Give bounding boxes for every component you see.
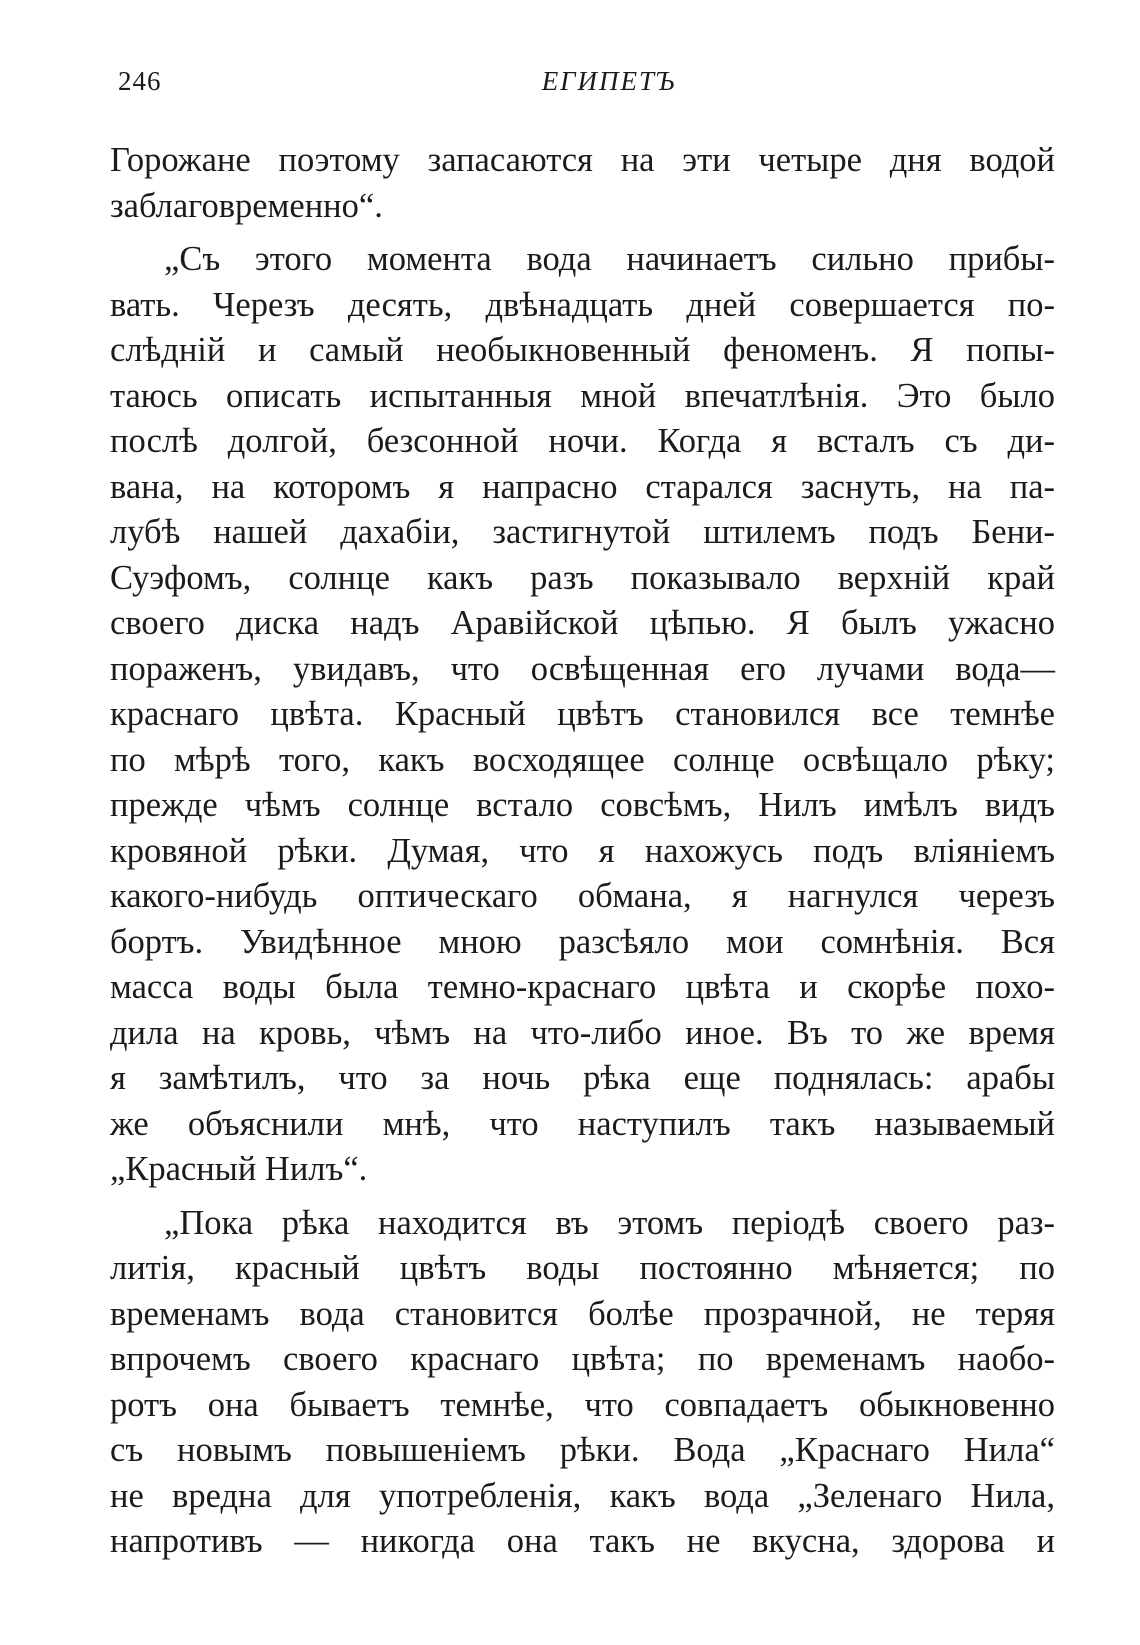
text-line: напротивъ — никогда она такъ не вкусна, здорова и <box>110 1522 1055 1560</box>
text-line: по мѣрѣ того, какъ восходящее солнце освѣщало рѣку; <box>110 740 1055 779</box>
body-text <box>110 138 1055 1565</box>
text-line: краснаго цвѣта. Красный цвѣтъ становился все темнѣе <box>110 695 1055 733</box>
text-line: кровяной рѣки. Думая, что я нахожусь подъ влiянiемъ <box>110 831 1055 870</box>
paragraph-gap <box>110 229 1055 237</box>
text-line: впрочемъ своего краснаго цвѣта; по временамъ наобо- <box>110 1340 1055 1378</box>
text-line: Суэфомъ, солнце какъ разъ показывало верхнiй край <box>110 558 1055 597</box>
text-line: временамъ вода становится болѣе прозрачной, не теряя <box>110 1294 1055 1333</box>
running-title: ЕГИПЕТЪ <box>541 66 677 96</box>
text-line: бортъ. Увидѣнное мною разсѣяло мои сомнѣнiя. Вся <box>110 922 1055 961</box>
text-line: дила на кровь, чѣмъ на что-либо иное. Въ то же время <box>110 1013 1055 1052</box>
text-line: ротъ она бываетъ темнѣе, что совпадаетъ обыкновенно <box>110 1385 1055 1424</box>
text-line: прежде чѣмъ солнце встало совсѣмъ, Нилъ имѣлъ видъ <box>110 786 1055 824</box>
page-number: 246 <box>118 66 162 96</box>
paragraph-gap <box>110 1193 1055 1201</box>
text-line: „Красный Нилъ“. <box>110 1150 368 1188</box>
text-line: таюсь описать испытанныя мной впечатлѣнiя. Это было <box>110 376 1055 415</box>
text-line: слѣднiй и самый необыкновенный феноменъ. Я попы- <box>110 331 1055 369</box>
text-line: вать. Черезъ десять, двѣнадцать дней совершается по- <box>110 285 1055 324</box>
page-header <box>118 66 1060 106</box>
text-line: какого-нибудь оптическаго обмана, я нагнулся черезъ <box>110 877 1055 915</box>
text-line: пораженъ, увидавъ, что освѣщенная его лучами вода— <box>110 649 1055 688</box>
text-line: съ новымъ повышенiемъ рѣки. Вода „Краснаго Нила“ <box>110 1431 1055 1469</box>
text-line: вана, на которомъ я напрасно старался заснуть, на па- <box>110 467 1055 506</box>
text-line: своего диска надъ Аравiйской цѣпью. Я былъ ужасно <box>110 604 1055 642</box>
text-line: „Съ этого момента вода начинаетъ сильно прибы- <box>164 240 1055 278</box>
text-line: Горожане поэтому запасаются на эти четыре дня водой <box>110 141 1055 179</box>
text-line: послѣ долгой, безсонной ночи. Когда я всталъ съ ди- <box>110 422 1055 460</box>
text-line: масса воды была темно-краснаго цвѣта и скорѣе похо- <box>110 968 1055 1006</box>
text-line: не вредна для употребленiя, какъ вода „Зеленаго Нила, <box>110 1476 1055 1515</box>
text-line: заблаговременно“. <box>110 186 383 225</box>
text-line: же объяснили мнѣ, что наступилъ такъ называемый <box>110 1104 1055 1143</box>
text-line: лубѣ нашей дахабiи, застигнутой штилемъ подъ Бени- <box>110 513 1055 551</box>
text-line: я замѣтилъ, что за ночь рѣка еще поднялась: арабы <box>110 1059 1055 1097</box>
text-line: литiя, красный цвѣтъ воды постоянно мѣняется; по <box>110 1249 1055 1287</box>
text-line: „Пока рѣка находится въ этомъ перiодѣ своего раз- <box>164 1203 1055 1242</box>
